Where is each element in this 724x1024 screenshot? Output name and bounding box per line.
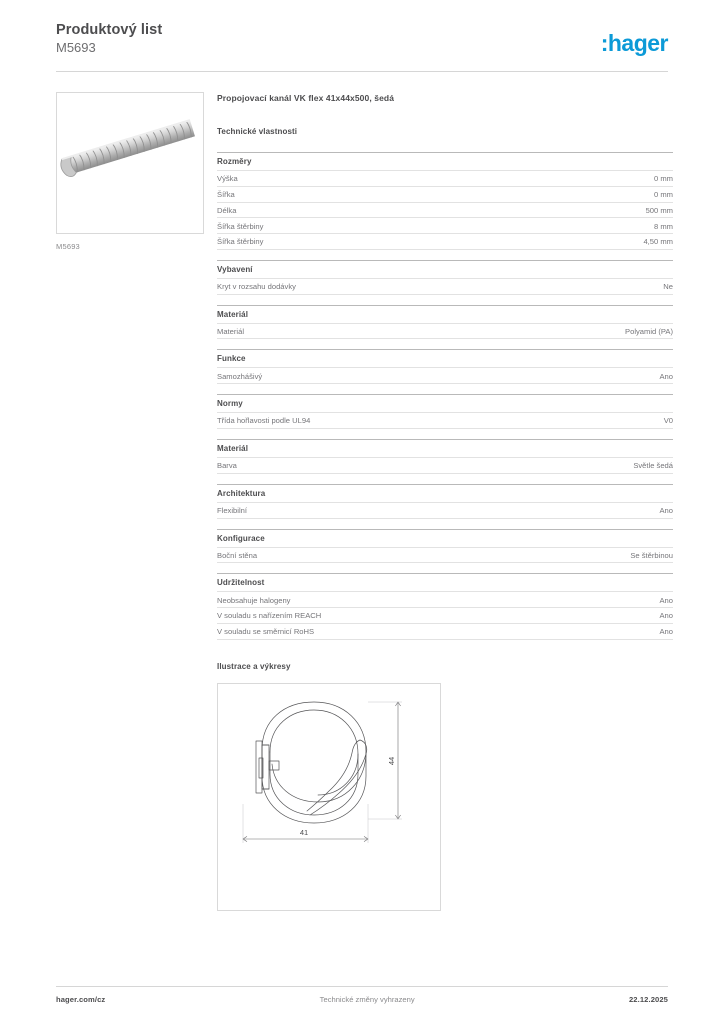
spec-group-title: Architektura [217, 484, 673, 502]
footer-disclaimer: Technické změny vyhrazeny [319, 995, 415, 1004]
product-figure [56, 92, 206, 251]
width-dimension-line [243, 804, 368, 843]
height-dimension-label: 44 [387, 756, 396, 765]
table-row [217, 591, 673, 607]
spec-label: Barva [217, 461, 237, 471]
spec-value: 4,50 mm [643, 237, 673, 247]
table-row [217, 607, 673, 623]
spec-group-title: Funkce [217, 349, 673, 367]
spec-value: Se štěrbinou [630, 550, 673, 560]
header-divider [56, 71, 668, 72]
spec-value: 500 mm [645, 205, 673, 215]
spec-group-title: Vybavení [217, 260, 673, 278]
spec-value: Ano [659, 371, 673, 381]
spec-group [217, 484, 673, 519]
product-image-caption: M5693 [56, 242, 80, 251]
table-row [217, 547, 673, 564]
spec-group [217, 394, 673, 429]
spec-group-title: Konfigurace [217, 529, 673, 547]
spec-value: 0 mm [654, 189, 673, 199]
specification-table [217, 152, 673, 640]
page-footer [56, 995, 668, 1004]
width-dimension-label: 41 [299, 827, 309, 837]
spec-label: Materiál [217, 326, 245, 336]
height-dimension-line [368, 702, 402, 819]
technical-drawing-frame [217, 683, 441, 911]
technical-properties-title: Technické vlastnosti [217, 127, 298, 136]
spec-group-title: Materiál [217, 305, 673, 323]
spec-value: 0 mm [654, 174, 673, 184]
spec-label: Šířka štěrbiny [217, 221, 264, 231]
spec-group-title: Normy [217, 394, 673, 412]
spec-group [217, 529, 673, 564]
spec-label: Flexibilní [217, 506, 247, 515]
illustrations-block [217, 662, 673, 911]
table-row [217, 457, 673, 474]
table-row [217, 502, 673, 519]
page-title: Produktový list [56, 22, 163, 38]
spec-value: Ano [659, 506, 673, 515]
spec-label: Výška [217, 174, 238, 184]
footer-date: 22.12.2025 [628, 995, 668, 1004]
spec-value: Polyamid (PA) [625, 326, 673, 336]
spec-group [217, 349, 673, 384]
spec-label: V souladu se směrnicí RoHS [217, 627, 315, 637]
spec-label: Šířka [217, 189, 235, 199]
spec-group [217, 305, 673, 340]
page-subtitle-product-code: M5693 [56, 40, 96, 55]
main-content [217, 93, 673, 911]
table-row [217, 202, 673, 218]
table-row [217, 233, 673, 250]
spec-value: Ano [659, 627, 673, 637]
spec-group-title: Rozměry [217, 152, 673, 170]
hager-logo: :hager [600, 30, 668, 56]
table-row [217, 412, 673, 429]
footer-website-link[interactable]: hager.com/cz [56, 995, 106, 1004]
spec-label: Délka [217, 205, 237, 215]
table-row [217, 323, 673, 340]
spec-group-title: Materiál [217, 439, 673, 457]
spec-value: Světle šedá [633, 461, 673, 471]
spec-value: Ano [659, 595, 673, 605]
footer-divider [56, 986, 668, 987]
table-row [217, 367, 673, 384]
table-row [217, 623, 673, 640]
spec-value: V0 [663, 416, 673, 426]
flexible-cable-duct-photo-icon [57, 93, 203, 233]
spec-label: Samozhášivý [217, 371, 263, 381]
duct-cross-section-drawing [218, 684, 440, 910]
spec-label: Třída hořlavosti podle UL94 [217, 416, 311, 426]
spec-label: Kryt v rozsahu dodávky [217, 282, 296, 292]
spec-label: V souladu s nařízením REACH [217, 611, 322, 621]
table-row [217, 170, 673, 186]
product-image-frame [56, 92, 204, 234]
spec-value: Ano [659, 611, 673, 621]
spec-label: Šířka štěrbiny [217, 237, 264, 247]
spec-group [217, 260, 673, 295]
product-name: Propojovací kanál VK flex 41x44x500, šedá [217, 93, 395, 103]
illustrations-title: Ilustrace a výkresy [217, 661, 291, 671]
spec-value: 8 mm [654, 221, 673, 231]
spec-group [217, 152, 673, 250]
spec-group [217, 439, 673, 474]
duct-profile-outline [256, 702, 367, 823]
spec-group [217, 573, 673, 639]
table-row [217, 186, 673, 202]
table-row [217, 217, 673, 233]
spec-value: Ne [663, 282, 673, 292]
page-header [56, 22, 668, 70]
spec-label: Neobsahuje halogeny [217, 595, 291, 605]
table-row [217, 278, 673, 295]
spec-label: Boční stěna [217, 550, 258, 560]
spec-group-title: Udržitelnost [217, 573, 673, 591]
